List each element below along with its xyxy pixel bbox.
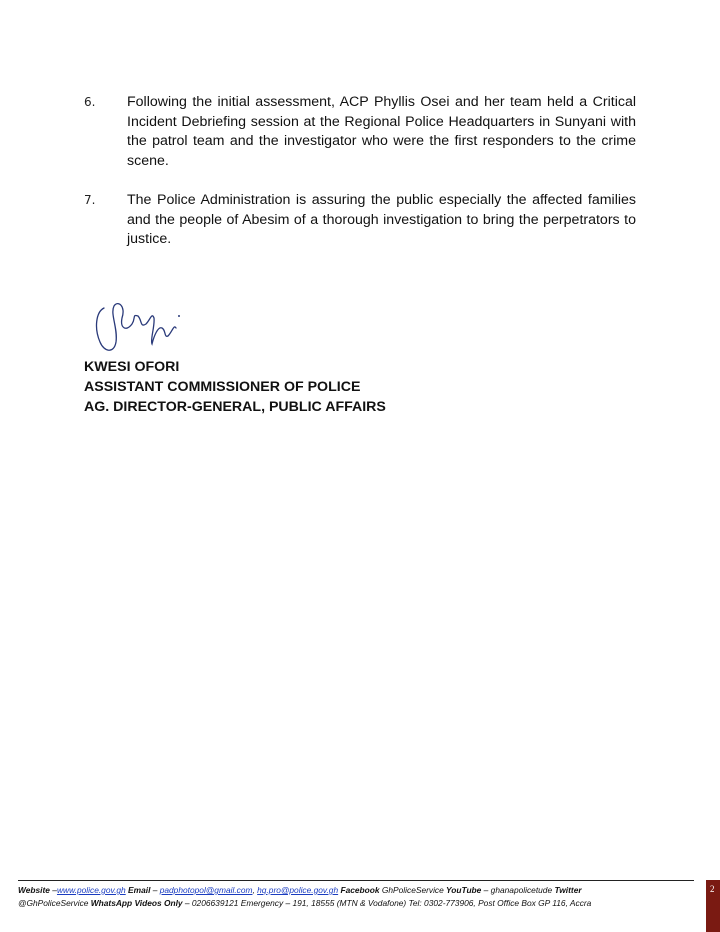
signatory-position: AG. DIRECTOR-GENERAL, PUBLIC AFFAIRS — [84, 399, 386, 415]
page-number: 2 — [710, 884, 715, 894]
paragraph-number: 7. — [84, 193, 96, 207]
paragraph-item-6 — [84, 93, 636, 171]
youtube-label: YouTube — [443, 885, 482, 895]
footer-contact-info — [18, 884, 698, 909]
email-label: Email — [125, 885, 151, 895]
youtube-handle: – ghanapolicetude — [481, 885, 553, 895]
facebook-handle: GhPoliceService — [379, 885, 444, 895]
website-label: Website — [18, 885, 50, 895]
footer-separator: – — [150, 885, 160, 895]
whatsapp-label: WhatsApp Videos Only — [88, 897, 183, 908]
website-link[interactable]: www.police.gov.gh — [56, 885, 126, 895]
twitter-label: Twitter — [552, 885, 582, 895]
facebook-label: Facebook — [338, 885, 380, 895]
email-link-2[interactable]: hq.pro@police.gov.gh — [257, 885, 339, 895]
signatory-name: KWESI OFORI — [84, 359, 180, 375]
paragraph-text: The Police Administration is assuring the public especially the affected families and the people of Abesim of a thorough investigation to bring the perpetrators to justice. — [127, 192, 636, 247]
paragraph-text: Following the initial assessment, ACP Phyllis Osei and her team held a Critical Incident Debriefing session at the Regional Police Headquarters in Sunyani with the patrol team and the investigator who were the first responders to the crime scene. — [127, 94, 636, 169]
signature-block — [84, 357, 386, 417]
footer-divider — [18, 880, 694, 881]
contact-details: – 0206639121 Emergency – 191, 18555 (MTN & Vodafone) Tel: 0302-773906, Post Office Box GP 116, Accra — [182, 897, 592, 908]
paragraph-number: 6. — [84, 95, 96, 109]
handwritten-signature — [92, 298, 184, 360]
footer-separator: – — [49, 885, 57, 895]
paragraph-item-7 — [84, 191, 636, 250]
email-link-1[interactable]: padphotopol@gmail.com — [159, 885, 253, 895]
twitter-handle: @GhPoliceService — [18, 897, 89, 908]
signatory-rank: ASSISTANT COMMISSIONER OF POLICE — [84, 379, 361, 395]
footer-line-1 — [18, 884, 698, 897]
footer-line-2 — [18, 897, 698, 910]
footer-separator: , — [252, 885, 258, 895]
